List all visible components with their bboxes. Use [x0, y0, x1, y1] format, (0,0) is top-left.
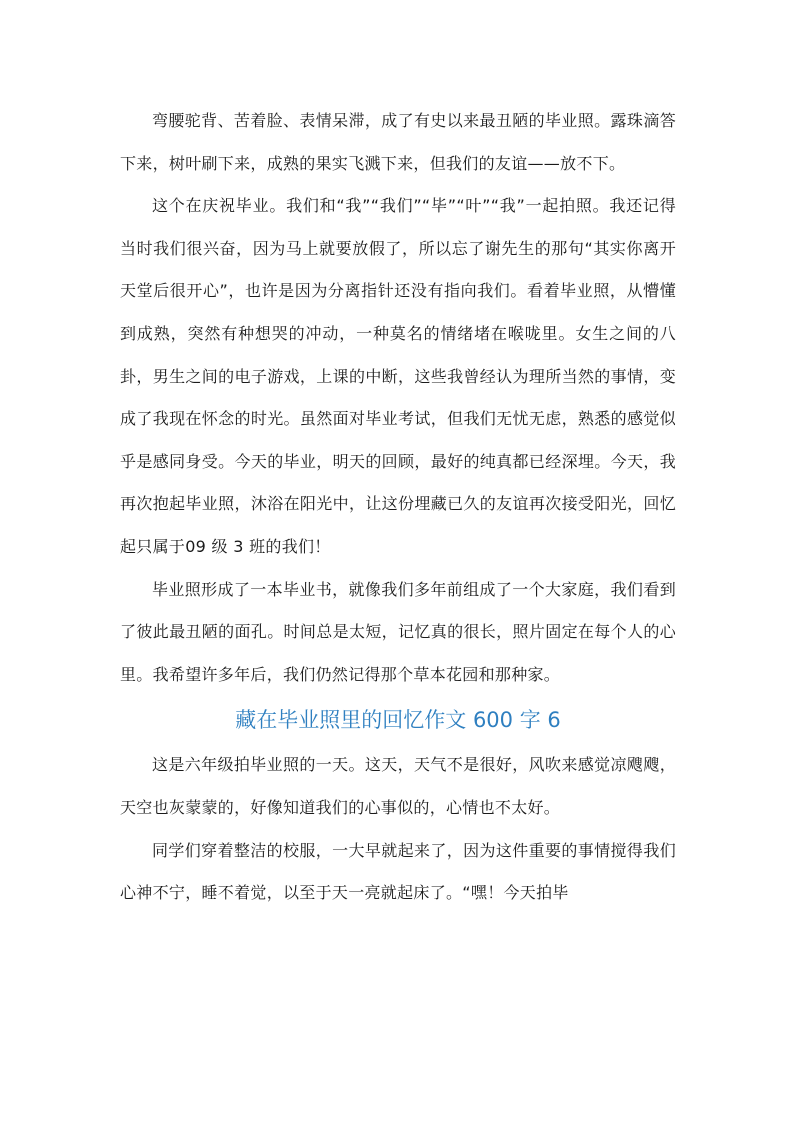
paragraph: 这个在庆祝毕业。我们和“我”“我们”“毕”“叶”“我”一起拍照。我还记得当时我们很兴奋，因为马上就要放假了，所以忘了谢先生的那句“其实你离开天堂后很开心”，也许是因为分离指针还没有指向我们。看着毕业照，从懵懂到成熟，突然有种想哭的冲动，一种莫名的情绪堵在喉咙里。女生之间的八卦，男生之间的电子游戏，上课的中断，这些我曾经认为理所当然的事情，变成了我现在怀念的时光。虽然面对毕业考试，但我们无忧无虑，熟悉的感觉似乎是感同身受。今天的毕业，明天的回顾，最好的纯真都已经深埋。今天，我再次抱起毕业照，沐浴在阳光中，让这份埋藏已久的友谊再次接受阳光，回忆起只属于09 级 3 班的我们！ — [120, 196, 676, 556]
paragraph: 这是六年级拍毕业照的一天。这天，天气不是很好，风吹来感觉凉飕飕，天空也灰蒙蒙的，好像知道我们的心事似的，心情也不太好。 — [120, 755, 676, 817]
paragraph: 毕业照形成了一本毕业书，就像我们多年前组成了一个大家庭，我们看到了彼此最丑陋的面孔。时间总是太短，记忆真的很长，照片固定在每个人的心里。我希望许多年后，我们仍然记得那个草本花园和那种家。 — [120, 579, 676, 684]
section-heading: 藏在毕业照里的回忆作文 600 字 6 — [235, 708, 561, 733]
paragraph: 弯腰驼背、苦着脸、表情呆滞，成了有史以来最丑陋的毕业照。露珠滴答下来，树叶刷下来，成熟的果实飞溅下来，但我们的友谊——放不下。 — [120, 111, 676, 173]
document-page — [120, 100, 676, 915]
paragraph: 同学们穿着整洁的校服，一大早就起来了，因为这件重要的事情搅得我们心神不宁，睡不着觉，以至于天一亮就起床了。“嘿！今天拍毕 — [120, 840, 676, 903]
